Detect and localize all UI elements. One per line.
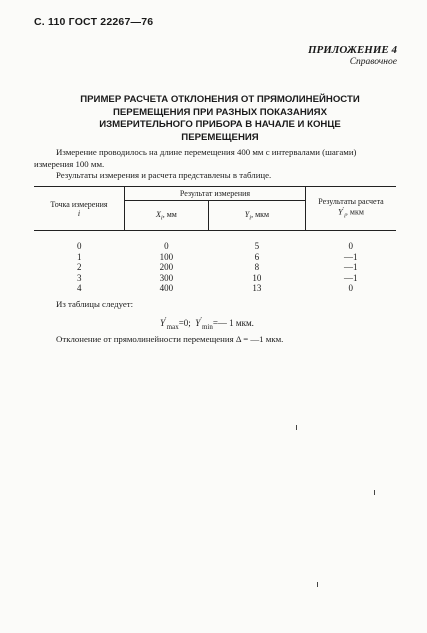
- ymin-sub: min: [201, 322, 213, 331]
- header-point-var: i: [77, 208, 81, 218]
- cell-x: 400: [159, 283, 174, 293]
- appendix-subtitle: Справочное: [349, 57, 397, 67]
- table-row: [34, 283, 396, 294]
- paragraph-measurement: Измерение проводилось на длине перемещения 400 мм с интервалами (шагами) измерения 100 мм.: [34, 147, 357, 169]
- title-line: ПЕРЕМЕЩЕНИЯ ПРИ РАЗНЫХ ПОКАЗАНИЯХ: [113, 106, 327, 118]
- page-header: С. 110 ГОСТ 22267—76: [34, 16, 154, 28]
- title-line: ИЗМЕРИТЕЛЬНОГО ПРИБОРА В НАЧАЛЕ И КОНЦЕ: [99, 119, 341, 130]
- cell-x: 300: [159, 272, 174, 283]
- formula: $Y'_{max}=0$; $Y'_{min}=—$ 1 мкм.: [160, 315, 254, 331]
- cell-i: 1: [77, 251, 82, 262]
- scan-mark: [317, 582, 318, 587]
- header-point: [34, 187, 125, 231]
- cell-x: 200: [159, 262, 174, 272]
- header-calc-label: Результаты расчета: [318, 197, 384, 207]
- header-y: $Y_i$, мкм: [208, 201, 305, 231]
- cell-x: 0: [164, 241, 169, 251]
- table-row: [34, 252, 396, 263]
- ymin-label: Y: [195, 318, 201, 328]
- cell-calc: —1: [344, 262, 358, 272]
- cell-x: 100: [159, 251, 174, 262]
- results-table: [34, 186, 396, 294]
- cell-y: 6: [254, 251, 260, 262]
- title-line: ПЕРЕМЕЩЕНИЯ: [181, 131, 259, 143]
- cell-i: 4: [77, 283, 82, 293]
- table-row: [34, 231, 396, 252]
- cell-y: 5: [254, 241, 260, 251]
- cell-i: 3: [77, 272, 82, 283]
- cell-y: 8: [254, 262, 260, 272]
- cell-calc: —1: [344, 272, 358, 283]
- header-result: Результат измерения: [125, 187, 306, 201]
- cell-y: 13: [252, 283, 262, 293]
- appendix-title: ПРИЛОЖЕНИЕ 4: [307, 44, 397, 56]
- ymax-label: Y: [160, 318, 166, 328]
- paragraph-results: Результаты измерения и расчета представлены в таблице.: [56, 170, 272, 180]
- ymax-sub: max: [166, 322, 179, 331]
- header-point-label: Точка измерения: [50, 199, 108, 209]
- header-calc-var: $Y'_i$, мкм: [338, 206, 364, 220]
- ymin-value: =— 1 мкм.: [212, 318, 254, 328]
- cell-i: 2: [77, 262, 82, 272]
- table-row: [34, 273, 396, 284]
- title-line: ПРИМЕР РАСЧЕТА ОТКЛОНЕНИЯ ОТ ПРЯМОЛИНЕЙНОСТИ: [80, 94, 360, 105]
- cell-y: 10: [252, 272, 262, 283]
- table-row: [34, 262, 396, 273]
- scan-mark: [374, 490, 375, 495]
- ymax-value: =0;: [178, 318, 191, 328]
- cell-calc: 0: [348, 283, 353, 293]
- header-x: $X_i$, мм: [125, 201, 209, 231]
- scan-mark: [296, 425, 297, 430]
- section-title: [40, 94, 400, 144]
- header-calc: [306, 187, 397, 231]
- paragraph-conclusion-intro: Из таблицы следует:: [56, 299, 134, 309]
- paragraph-deviation: Отклонение от прямолинейности перемещения Δ = —1 мкм.: [56, 334, 284, 344]
- cell-i: 0: [77, 241, 82, 251]
- cell-calc: —1: [344, 251, 358, 262]
- appendix-block: [308, 44, 397, 67]
- cell-calc: 0: [348, 241, 353, 251]
